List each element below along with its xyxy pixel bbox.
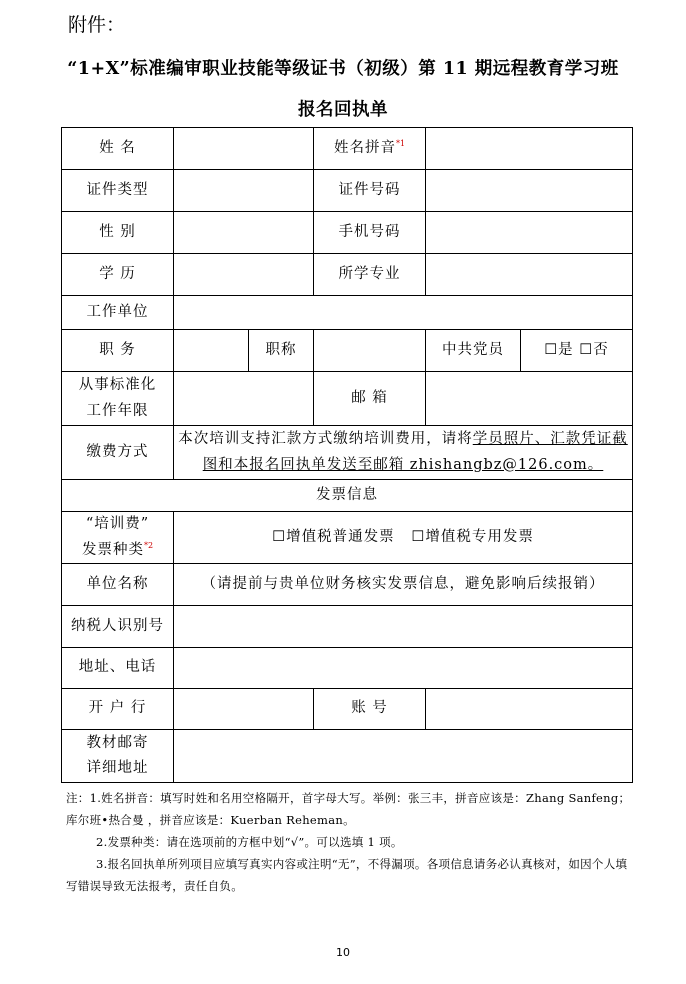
- id-type-label: 证件类型: [62, 170, 174, 212]
- email-field[interactable]: [426, 372, 633, 426]
- position-field[interactable]: [174, 330, 249, 372]
- bank-label: 开 户 行: [62, 689, 174, 730]
- notes: [66, 787, 632, 897]
- years-label: [62, 372, 174, 426]
- document-title: “1+X”标准编审职业技能等级证书（初级）第 11 期远程教育学习班: [67, 59, 619, 79]
- party-options: [521, 330, 633, 372]
- major-label: 所学专业: [314, 254, 426, 296]
- gender-label: 性 别: [62, 212, 174, 254]
- account-label: 账 号: [314, 689, 426, 730]
- org-name-field[interactable]: （请提前与贵单位财务核实发票信息，避免影响后续报销）: [174, 564, 633, 606]
- years-label-line1: 从事标准化: [78, 377, 157, 394]
- pinyin-label-cell: [314, 128, 426, 170]
- major-field[interactable]: [426, 254, 633, 296]
- title-label: 职称: [249, 330, 314, 372]
- invoice-special-checkbox[interactable]: ☐增值税专用发票: [411, 528, 534, 545]
- payment-email-instructions: 学员照片、汇款凭证截图和本报名回执单发送至邮箱 zhishangbz@126.com。: [202, 431, 628, 473]
- party-yes-checkbox[interactable]: ☐是: [544, 341, 574, 358]
- document-subtitle: 报名回执单: [298, 100, 388, 120]
- mailing-label-line1: 教材邮寄: [86, 734, 149, 751]
- payment-text: 本次培训支持汇款方式缴纳培训费用，请将: [178, 431, 473, 448]
- invoice-type-label: [62, 512, 174, 564]
- attachment-label: 附件：: [68, 14, 126, 36]
- payment-label: 缴费方式: [62, 426, 174, 480]
- invoice-normal-checkbox[interactable]: ☐增值税普通发票: [272, 528, 395, 545]
- account-field[interactable]: [426, 689, 633, 730]
- invoice-type-label-line2: 发票种类: [81, 541, 144, 558]
- party-label: 中共党员: [426, 330, 521, 372]
- address-phone-field[interactable]: [174, 648, 633, 689]
- invoice-type-options: [174, 512, 633, 564]
- name-label: 姓 名: [62, 128, 174, 170]
- name-field[interactable]: [174, 128, 314, 170]
- mailing-address-field[interactable]: [174, 730, 633, 783]
- party-no-checkbox[interactable]: ☐否: [579, 341, 609, 358]
- mailing-label-line2: 详细地址: [86, 760, 149, 776]
- address-phone-label: 地址、电话: [62, 648, 174, 689]
- taxpayer-id-field[interactable]: [174, 606, 633, 648]
- education-field[interactable]: [174, 254, 314, 296]
- years-label-line2: 工作年限: [86, 402, 149, 419]
- phone-field[interactable]: [426, 212, 633, 254]
- id-type-field[interactable]: [174, 170, 314, 212]
- registration-form: [61, 127, 633, 783]
- org-name-label: 单位名称: [62, 564, 174, 606]
- position-label: 职 务: [62, 330, 174, 372]
- employer-field[interactable]: [174, 296, 633, 330]
- taxpayer-id-label: 纳税人识别号: [62, 606, 174, 648]
- payment-instructions: [174, 426, 633, 480]
- gender-field[interactable]: [174, 212, 314, 254]
- education-label: 学 历: [62, 254, 174, 296]
- employer-label: 工作单位: [62, 296, 174, 330]
- pinyin-field[interactable]: [426, 128, 633, 170]
- title-field[interactable]: [314, 330, 426, 372]
- id-number-label: 证件号码: [314, 170, 426, 212]
- pinyin-label: 姓名拼音: [333, 139, 396, 156]
- mailing-address-label: [62, 730, 174, 783]
- id-number-field[interactable]: [426, 170, 633, 212]
- note-1: 注：1.姓名拼音：填写时姓和名用空格隔开，首字母大写。举例：张三丰，拼音应该是：Zhang Sanfeng；库尔班•热合曼 ，拼音应该是：Kuerban Reheman。: [66, 791, 631, 827]
- invoice-type-label-line2-cell: [66, 538, 169, 563]
- note-2: 2.发票种类：请在选项前的方框中划“√”。可以选填 1 项。: [96, 835, 403, 849]
- page-number: 10: [336, 946, 350, 959]
- email-label: 邮 箱: [314, 372, 426, 426]
- invoice-footnote-mark: *2: [143, 540, 154, 550]
- phone-label: 手机号码: [314, 212, 426, 254]
- years-field[interactable]: [174, 372, 314, 426]
- invoice-type-label-line1: “培训费”: [85, 516, 150, 533]
- pinyin-footnote-mark: *1: [395, 138, 406, 148]
- invoice-section-header: 发票信息: [62, 480, 633, 512]
- note-3: 3.报名回执单所列项目应填写真实内容或注明“无”，不得漏项。各项信息请务必认真核对，如因个人填写错误导致无法报考，责任自负。: [66, 857, 628, 893]
- bank-field[interactable]: [174, 689, 314, 730]
